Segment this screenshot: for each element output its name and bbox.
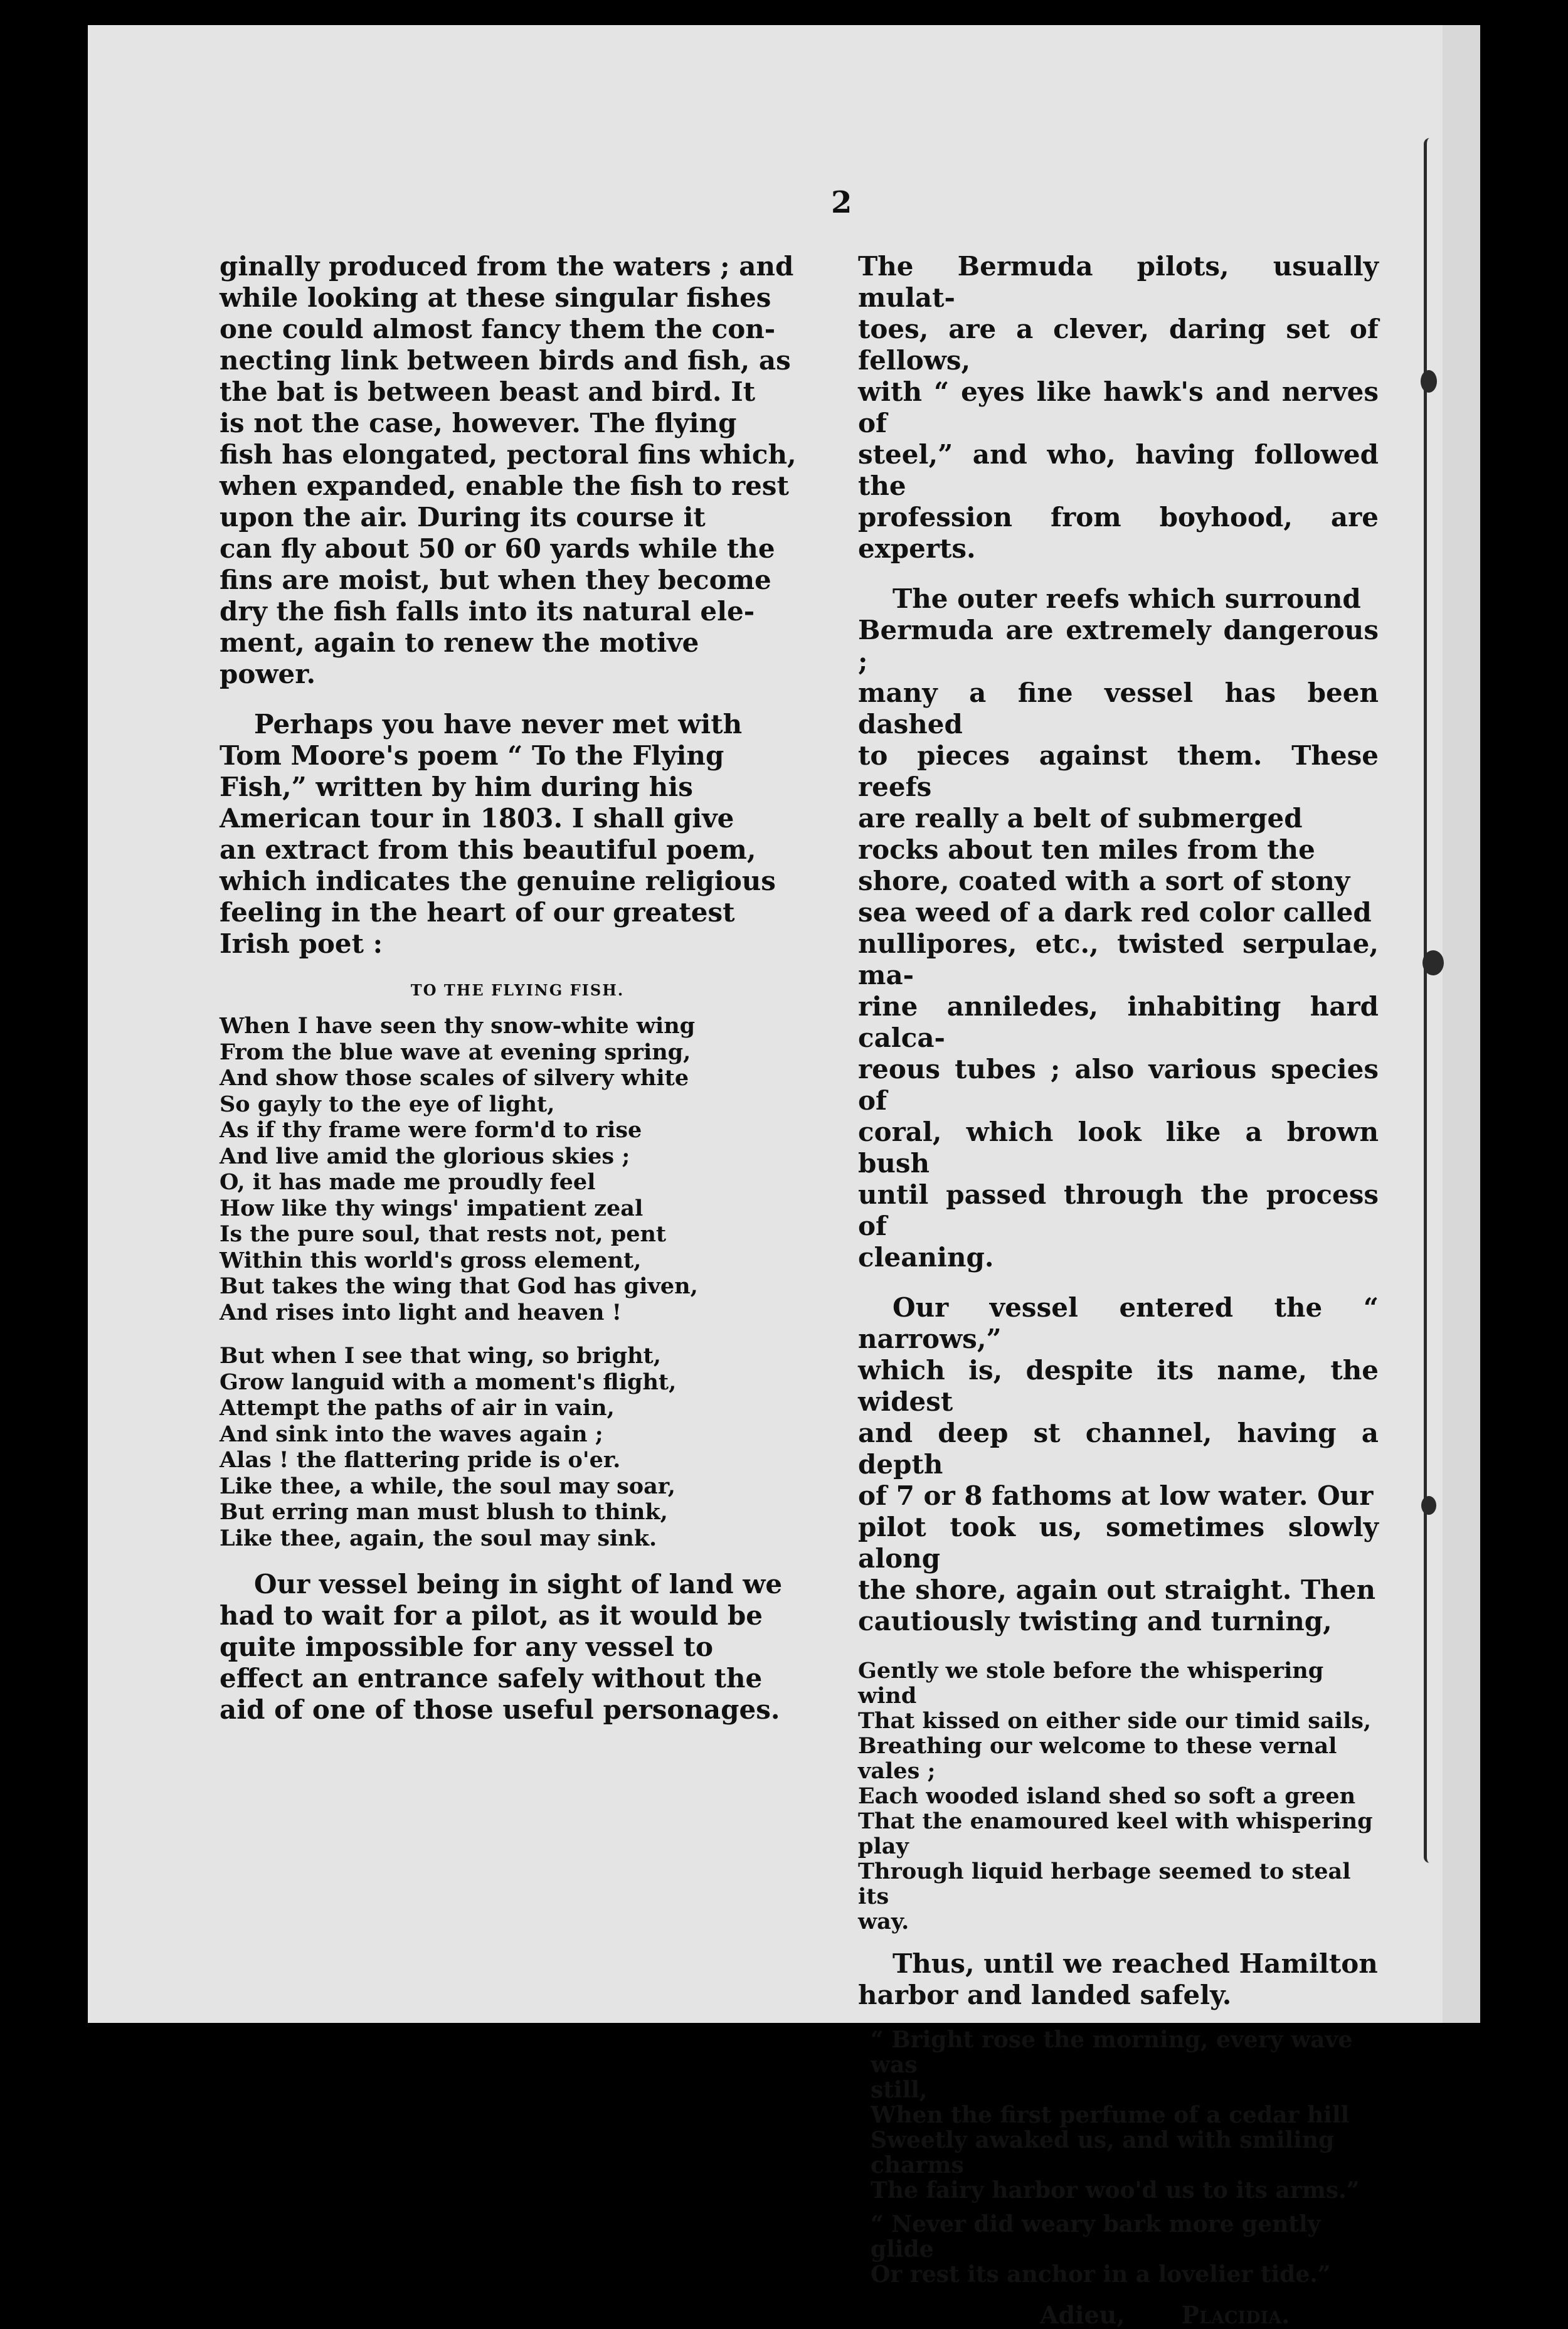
poem-stanza-2: But when I see that wing, so bright, Grow languid with a moment's flight, Attempt the paths of air in vain, And sink into the waves again ; Alas ! the flattering pride is o'er. Like thee, a while, the soul may soar, But erring man must blush to think, Like thee, again, the soul may sink. (220, 1343, 677, 1551)
binding-knot (1421, 1496, 1436, 1515)
signature-line (858, 2301, 1379, 2329)
left-paragraph-2: Perhaps you have never met with Tom Moore's poem “ To the Flying Fish,” written by him during his American tour in 1803. I shall give an extract from this beautiful poem, which indicates the genuine religious feeling in the heart of our greatest Irish poet : (220, 709, 776, 959)
signature-name: Placidia. (1181, 2301, 1290, 2329)
right-paragraph-3: Our vessel entered the “ narrows,” which is, despite its name, the widest and deep st channel, having a depth of 7 or 8 fathoms at low water. Our pilot took us, sometimes slowly along the shore, again out straight. Then cautiously twisting and turning, (858, 1292, 1379, 1637)
poem-stanza-1: When I have seen thy snow-white wing From the blue wave at evening spring, And show those scales of silvery white So gayly to the eye of light, As if thy frame were form'd to rise And live amid the glorious skies ; O, it has made me proudly feel How like thy wings' impatient zeal Is the pure soul, that rests not, pent Within this world's gross element, But takes the wing that God has given, And rises into light and heaven ! (220, 1013, 698, 1325)
left-paragraph-1: ginally produced from the waters ; and while looking at these singular fishes one could almost fancy them the con- necting link between birds and fish, as the bat is between beast and bird. It is not the case, however. The flying fish has elongated, pectoral fins which, when expanded, enable the fish to rest upon the air. During its course it can fly about 50 or 60 yards while the fins are moist, but when they become dry the fish falls into its natural ele- ment, again to renew the motive power. (220, 251, 797, 689)
right-paragraph-2: The outer reefs which surround Bermuda are extremely dangerous ; many a fine vessel has been dashed to pieces against them. These reefs are really a belt of submerged rocks about ten miles from the shore, coated with a sort of stony sea weed of a dark red color called nullipores, etc., twisted serpulae, ma- rine anniledes, inhabiting hard calca- reous tubes ; also various species of coral, which look like a brown bush until passed through the process of cleaning. (858, 583, 1379, 1273)
binding-knot (1422, 950, 1444, 975)
left-column (220, 251, 815, 1726)
poem-title: TO THE FLYING FISH. (410, 981, 625, 999)
page-number: 2 (831, 185, 852, 220)
right-paragraph-1: The Bermuda pilots, usually mulat- toes, are a clever, daring set of fellows, with “ eyes like hawk's and nerves of steel,” and who, having followed the profession from boyhood, are experts. (858, 251, 1379, 564)
binding-knot (1421, 370, 1437, 393)
verse-quote: Gently we stole before the whispering wind That kissed on either side our timid sails, Breathing our welcome to these vernal vales ; Each wooded island shed so soft a green That the enamoured keel with whispering play Through liquid herbage seemed to steal its way. (858, 1658, 1373, 1934)
adjacent-page-edge (1443, 25, 1480, 2023)
right-column (858, 251, 1379, 2329)
morning-quote: “ Bright rose the morning, every wave was still, When the first perfume of a cedar hill Sweetly awaked us, and with smiling charms The fairy harbor woo'd us to its arms.” (871, 2027, 1360, 2204)
adieu-text: Adieu, (1040, 2301, 1125, 2329)
right-paragraph-4: Thus, until we reached Hamilton harbor and landed safely. (858, 1948, 1378, 2010)
binding-thread (1424, 138, 1436, 1863)
document-page (88, 25, 1443, 2329)
anchor-quote: “ Never did weary bark more gently glide Or rest its anchor in a lovelier tide.” (871, 2211, 1331, 2288)
left-paragraph-3: Our vessel being in sight of land we had to wait for a pilot, as it would be quite impossible for any vessel to effect an entrance safely without the aid of one of those useful personages. (220, 1569, 783, 1725)
